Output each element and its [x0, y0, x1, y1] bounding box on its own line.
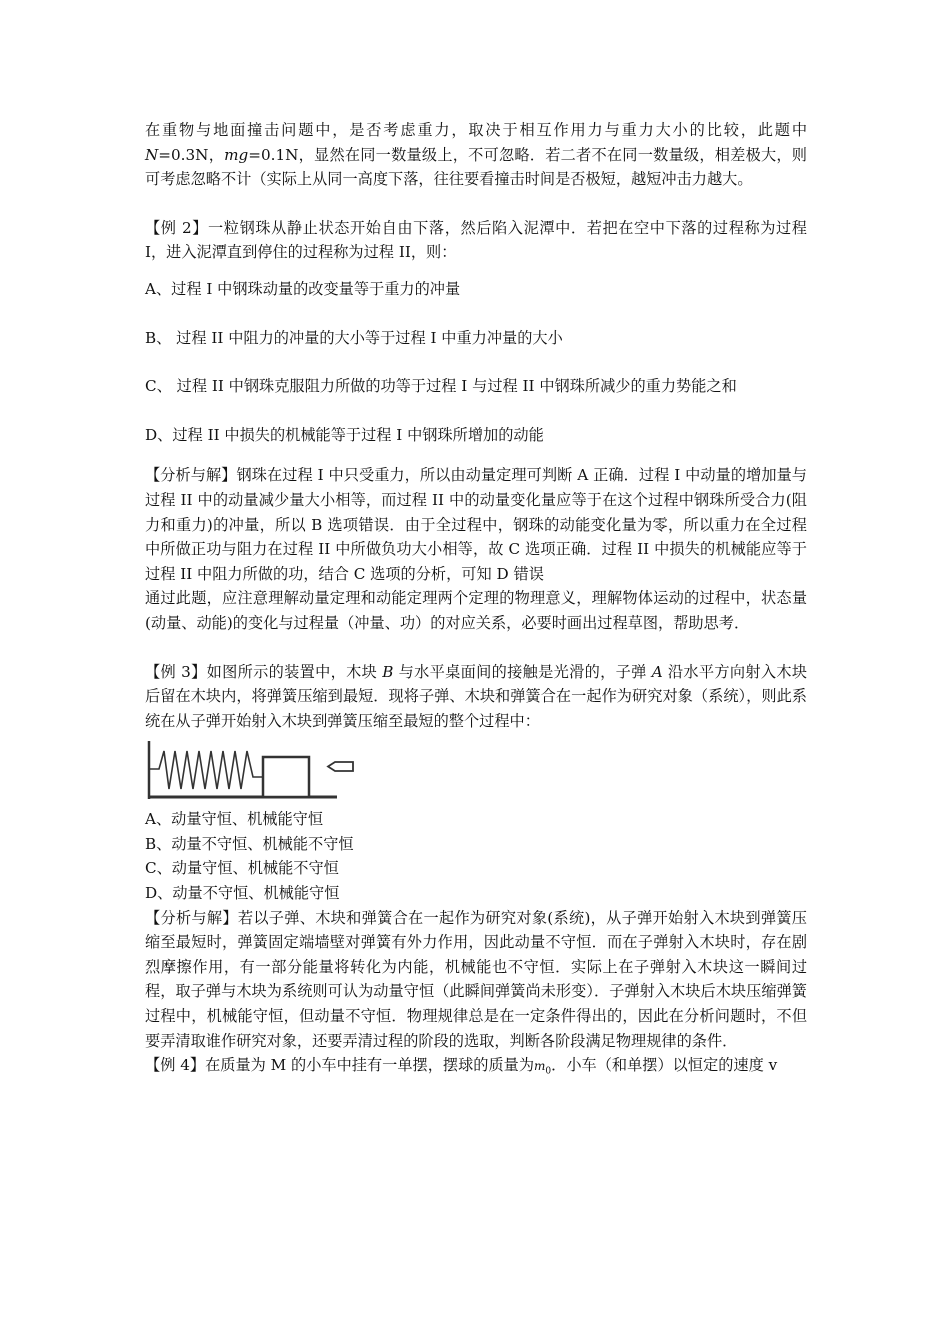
example-3-analysis-text: 若以子弹、木块和弹簧合在一起作为研究对象(系统)，从子弹开始射入木块到弹簧压缩至最短时，弹簧固定端墙壁对弹簧有外力作用，因此动量不守恒．而在子弹射入木块时，存在剧烈摩擦作用，有一部分能量将转化为内能，机械能也不守恒．实际上在子弹射入木块这一瞬间过程，取子弹与木块为系统则可认为动量守恒（此瞬间弹簧尚未形变）．子弹射入木块后木块压缩弹簧过程中，机械能守恒，但动量不守恒．物理规律总是在一定条件得出的，因此在分析问题时，不但要弄清取谁作研究对象，还要弄清过程的阶段的选取，判断各阶段满足物理规律的条件．	[145, 908, 807, 1050]
example-2-stem-text: 一粒钢珠从静止状态开始自由下落，然后陷入泥潭中．若把在空中下落的过程称为过程 I，进入泥潭直到停住的过程称为过程 II，则：	[145, 218, 807, 262]
figure-spring	[149, 751, 263, 789]
example-4-stem-b: ．小车（和单摆）以恒定的速度 v	[551, 1056, 778, 1075]
example-2-analysis-text: 钢珠在过程 I 中只受重力，所以由动量定理可判断 A 正确．过程 I 中动量的增加量与过程 II 中的动量减少量大小相等，而过程 II 中的动量变化量应等于在这个过程中钢珠所受合力(阻力和重力)的冲量，所以 B 选项错误．由于全过程中，钢珠的动能变化量为零，所以重力在全过程中所做正功与阻力在过程 II 中所做负功大小相等，故 C 选项正确．过程 II 中损失的机械能应等于过程 II 中阻力所做的功，结合 C 选项的分析，可知 D 错误	[145, 466, 807, 583]
example-3-var-B: B	[382, 662, 394, 681]
example-4-stem-a: 在质量为 M 的小车中挂有一单摆，摆球的质量为	[205, 1056, 535, 1075]
example-2-option-c: C、 过程 II 中钢珠克服阻力所做的功等于过程 I 与过程 II 中钢珠所减少的重力势能之和	[145, 377, 737, 396]
example-2-option-d: D、过程 II 中损失的机械能等于过程 I 中钢珠所增加的动能	[145, 425, 544, 444]
example-3-option-a: A、动量守恒、机械能守恒	[145, 810, 324, 829]
example-4-stem	[145, 1053, 807, 1084]
example-3-analysis-label: 【分析与解】	[145, 908, 238, 927]
example-2-analysis	[145, 463, 807, 586]
example-2-analysis-label: 【分析与解】	[145, 466, 237, 485]
intro-var-mg: mg	[224, 145, 249, 164]
example-2-stem	[145, 216, 807, 265]
intro-var-N: N	[145, 145, 159, 164]
example-4-var-m: m	[534, 1059, 546, 1074]
example-2-label: 【例 2】	[145, 218, 209, 237]
intro-text-a: 在重物与地面撞击问题中，是否考虑重力，取决于相互作用力与重力大小的比较，此题中	[145, 121, 807, 139]
example-3-var-A: A	[651, 662, 663, 681]
example-3-stem-c: 沿水平方向射入木块后留在木块内，将弹簧压缩到最短．现将子弹、木块和弹簧合在一起作为研究对象（系统），则此系统在从子弹开始射入木块到弹簧压缩至最短的整个过程中：	[145, 662, 808, 730]
figure-block-b	[263, 757, 309, 797]
figure-bullet-a	[328, 762, 353, 771]
example-2-option-a: A、过程 I 中钢珠动量的改变量等于重力的冲量	[145, 279, 461, 298]
example-3-stem-b: 与水平桌面间的接触是光滑的，子弹	[393, 662, 652, 681]
intro-text-b: =0.3N，	[158, 145, 225, 164]
spring-block-bullet-figure	[145, 739, 355, 801]
example-3-analysis	[145, 906, 807, 1054]
example-3-option-c: C、动量守恒、机械能不守恒	[145, 859, 339, 878]
example-3-label: 【例 3】	[145, 662, 207, 681]
example-3-option-b: B、动量不守恒、机械能不守恒	[145, 834, 354, 853]
figure-svg	[145, 739, 355, 801]
example-4-label: 【例 4】	[145, 1056, 206, 1075]
example-3-stem-a: 如图所示的装置中，木块	[206, 662, 383, 681]
document-page	[145, 118, 807, 1084]
example-2-option-b: B、 过程 II 中阻力的冲量的大小等于过程 I 中重力冲量的大小	[145, 328, 563, 347]
intro-paragraph	[145, 118, 807, 192]
intro-text-c: =0.1N，显然在同一数量级上，不可忽略．若二者不在同一数量级，相差极大，则可考虑忽略不计（实际上从同一高度下落，往往要看撞击时间是否极短，越短冲击力越大。	[145, 145, 807, 189]
example-2-note: 通过此题，应注意理解动量定理和动能定理两个定理的物理意义，理解物体运动的过程中，状态量(动量、动能)的变化与过程量（冲量、功）的对应关系，必要时画出过程草图，帮助思考．	[145, 589, 807, 632]
example-3-stem	[145, 660, 807, 734]
example-3-option-d: D、动量不守恒、机械能守恒	[145, 884, 340, 903]
example-4-var-m0	[534, 1059, 552, 1077]
example-4-var-m-sub: 0	[545, 1066, 552, 1077]
